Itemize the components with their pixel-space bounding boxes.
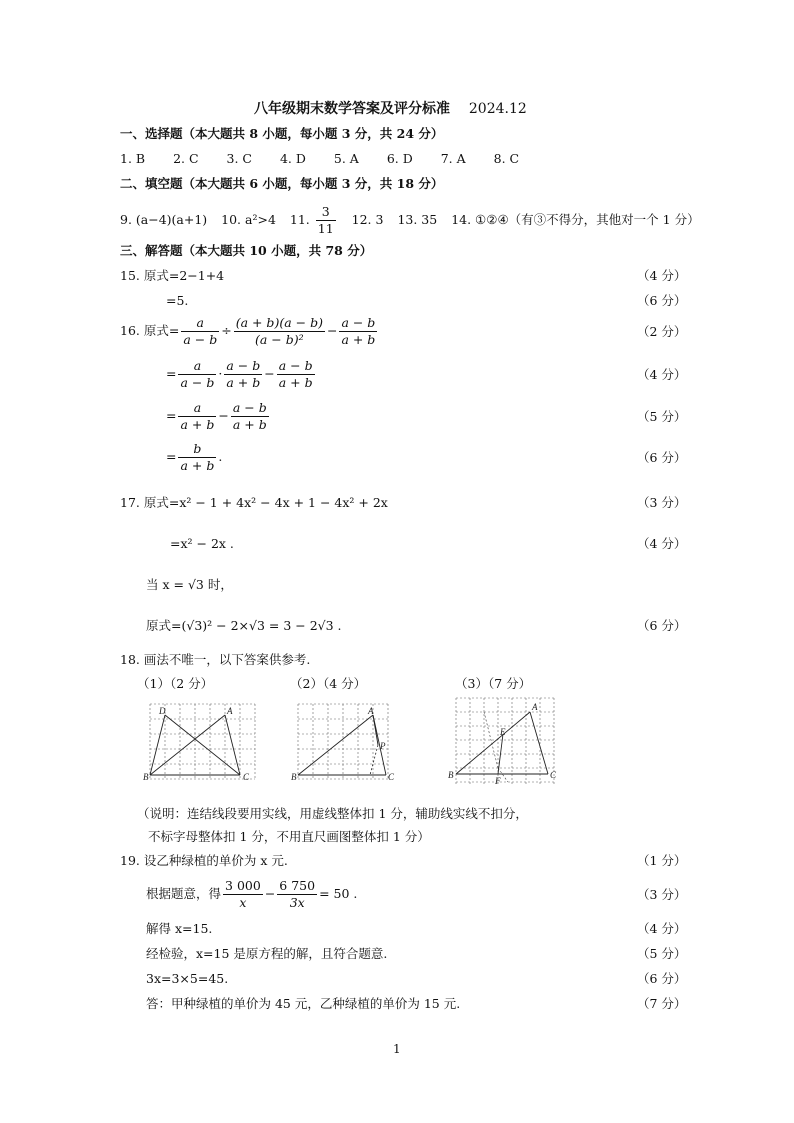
q19-score2: （3 分） [637,887,687,902]
q14-answer: 14. ①②④（有③不得分，其他对一个 1 分） [451,212,700,227]
fig1-label: B [143,772,149,782]
answer-item: 6. D [386,151,413,166]
q16-score2: （4 分） [637,367,687,382]
fig2-label: C [388,772,395,782]
section2-heading: 二、填空题（本大题共 6 小题，每小题 3 分，共 18 分） [120,176,444,191]
q19-line1: 19. 设乙种绿植的单价为 x 元. [120,853,288,868]
fig3-label: F [495,776,501,786]
fig2-label: A [368,706,374,716]
q16-score1: （2 分） [637,324,687,339]
fig2-caption: （2）（4 分） [290,676,367,691]
q17-score4: （6 分） [637,618,687,633]
answer-item: 7. A [440,151,466,166]
fig3-label: C [550,770,557,780]
q18-intro: 18. 画法不唯一，以下答案供参考. [120,652,311,667]
q19-score6: （7 分） [637,996,687,1011]
q18-note1: （说明：连结线段要用实线，用虚线整体扣 1 分，辅助线实线不扣分， [137,806,528,821]
q16-line4: = $\frac{b}{a + b}$ . [166,441,223,473]
q15-line1: 15. 原式=2−1+4 [120,268,225,283]
figure-3-grid [448,694,560,790]
q16-line1: 16. 原式= $\frac{a}{a - b}$ ÷ $\frac{(a + b)(a - b)}{\text{(a − b)²}}$ − $\frac{a - b}{a + b}$ [120,315,376,347]
answer-item: 4. D [279,151,306,166]
fig2-label: P [380,741,386,751]
q19-score5: （6 分） [637,971,687,986]
choice-answers [120,151,519,167]
fig3-label: E [500,727,506,737]
q13-answer: 13. 35 [397,212,438,227]
page-title: 八年级期末数学答案及评分标准 [254,101,450,117]
q19-line4: 经检验，x=15 是原方程的解，且符合题意. [146,946,388,961]
section1-heading: 一、选择题（本大题共 8 小题，每小题 3 分，共 24 分） [120,126,444,141]
section3-heading: 三、解答题（本大题共 10 小题，共 78 分） [120,243,373,258]
q16-line2: = $\frac{a}{a - b}$ · $\frac{a - b}{a + b}$ − $\frac{a - b}{a + b}$ [166,358,313,390]
answer-item: 2. C [173,151,199,166]
q19-score1: （1 分） [637,853,687,868]
figure-2-grid [288,700,404,788]
fig3-label: A [532,702,538,712]
date-label: 2024.12 [468,101,527,117]
q12-answer: 12. 3 [351,212,384,227]
q17-line2: =x² − 2x . [170,536,234,551]
fig2-label: B [291,772,297,782]
q16-line3: = $\frac{a}{a + b}$ − $\frac{a - b}{a + b}$ [166,400,267,432]
answer-item: 1. B [120,151,146,166]
q15-line2: =5. [166,293,189,308]
q17-score2: （4 分） [637,536,687,551]
q11-fraction: $\frac{3}{11}$ [317,204,334,236]
q19-line6: 答：甲种绿植的单价为 45 元，乙种绿植的单价为 15 元. [146,996,461,1011]
q15-score2: （6 分） [637,293,687,308]
q11-label: 11. [289,212,310,227]
fig3-caption: （3）（7 分） [455,676,532,691]
fig1-label: D [159,706,166,716]
q19-line3: 解得 x=15. [146,921,213,936]
q19-line2: 根据题意，得 $\frac{3 000}{x}$ − $\frac{6 750}{3x}$ = 50 . [146,878,358,910]
fig1-label: C [243,772,250,782]
q10-answer: 10. a²>4 [221,212,276,227]
q18-note2: 不标字母整体扣 1 分，不用直尺画图整体扣 1 分） [148,829,430,844]
q19-score3: （4 分） [637,921,687,936]
q16-score3: （5 分） [637,409,687,424]
fig3-label: B [448,770,454,780]
q15-score1: （4 分） [637,268,687,283]
answer-item: 3. C [226,151,252,166]
fill-answers [120,204,700,237]
figure-1-grid [140,700,260,788]
q17-line4: 原式=(√3)² − 2×√3 = 3 − 2√3 . [146,618,342,633]
q9-answer: 9. (a−4)(a+1) [120,212,208,227]
q17-line3: 当 x = √3 时， [146,577,233,592]
answer-item: 8. C [493,151,520,166]
fig1-label: A [227,706,233,716]
page-number: 1 [393,1042,401,1056]
q19-line5: 3x=3×5=45. [146,971,229,986]
answer-item: 5. A [333,151,359,166]
fig1-caption: （1）（2 分） [137,676,214,691]
q19-score4: （5 分） [637,946,687,961]
q17-score1: （3 分） [637,495,687,510]
q16-score4: （6 分） [637,450,687,465]
q17-line1: 17. 原式=x² − 1 + 4x² − 4x + 1 − 4x² + 2x [120,495,388,510]
